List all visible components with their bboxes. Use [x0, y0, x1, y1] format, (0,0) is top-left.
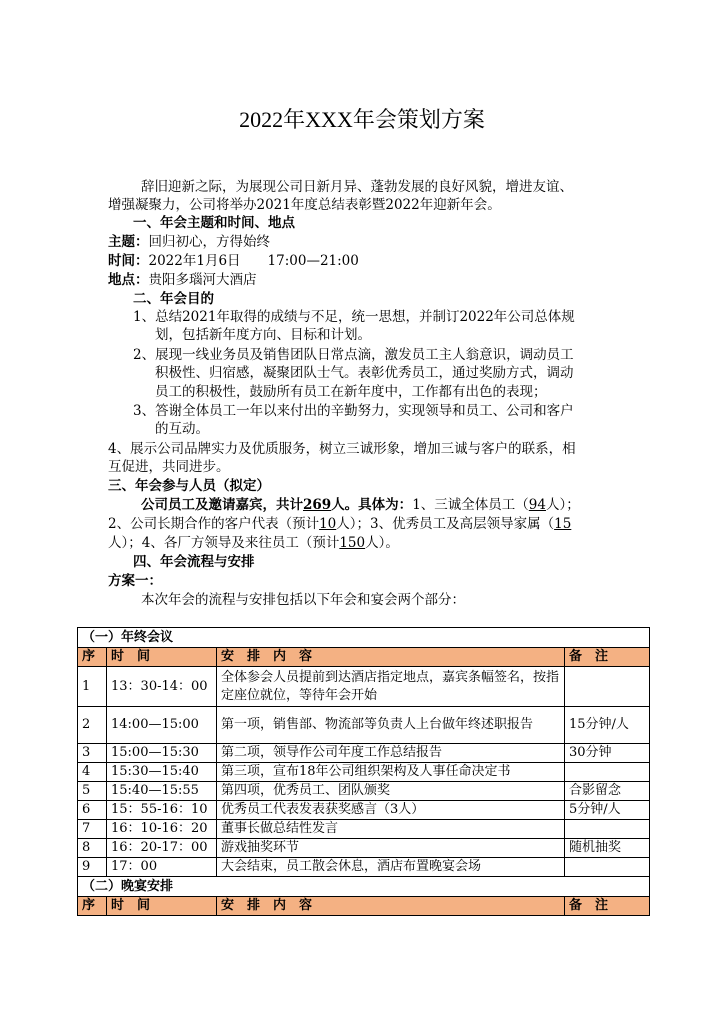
row-content: 游戏抽奖环节 — [217, 839, 565, 858]
table-row — [78, 801, 650, 820]
header-seq: 序 — [78, 648, 107, 667]
table-row — [78, 707, 650, 744]
attendees-line-2 — [108, 514, 571, 534]
row-note: 15分钟/人 — [565, 707, 650, 744]
table-row — [78, 667, 650, 707]
header-time: 时 间 — [107, 648, 217, 667]
section-a-title: （一）年终会议 — [78, 628, 650, 648]
attendees-p3b: 人）。 — [365, 535, 399, 551]
time-label: 时间： — [108, 253, 149, 269]
purpose-4-line-1: 4、展示公司品牌实力及优质服务，树立三诚形象，增加三诚与客户的联系，相 — [108, 441, 576, 457]
row-note: 30分钟 — [565, 744, 650, 763]
section4-heading: 四、年会流程与安排 — [133, 554, 255, 570]
table-section-row — [78, 877, 650, 897]
purpose-1-line-1: 1、总结2021年取得的成绩与不足，统一思想，并制订2022年公司总体规 — [133, 309, 575, 325]
header-seq: 序 — [78, 897, 107, 916]
section3-heading: 三、年会参与人员（拟定） — [108, 478, 270, 494]
table-row — [78, 820, 650, 839]
row-content: 优秀员工代表发表获奖感言（3人） — [217, 801, 565, 820]
plan-desc: 本次年会的流程与安排包括以下年会和宴会两个部分： — [141, 592, 465, 608]
row-seq: 6 — [78, 801, 107, 820]
attendees-p3: 人）；4、各厂方领导及来往员工（预计 — [108, 535, 340, 551]
row-time: 16：20-17：00 — [107, 839, 217, 858]
row-seq: 3 — [78, 744, 107, 763]
theme-value: 回归初心，方得始终 — [148, 234, 270, 250]
place-label: 地点： — [108, 272, 149, 288]
table-section-row — [78, 628, 650, 648]
attendees-n4: 150 — [339, 535, 366, 551]
attendees-p2b: 人）；3、优秀员工及高层领导家属（ — [336, 516, 555, 532]
row-note: 合影留念 — [565, 782, 650, 801]
row-content: 大会结束，员工散会休息，酒店布置晚宴会场 — [217, 858, 565, 877]
table-row — [78, 763, 650, 782]
row-seq: 5 — [78, 782, 107, 801]
table-row — [78, 782, 650, 801]
purpose-2-line-2: 积极性、归宿感，凝聚团队士气。表彰优秀员工，通过奖励方式，调动 — [155, 365, 574, 381]
header-content: 安 排 内 容 — [217, 648, 565, 667]
time-line — [108, 251, 359, 271]
purpose-1-line-2: 划，包括新年度方向、目标和计划。 — [155, 327, 371, 343]
row-time: 15:00—15:30 — [107, 744, 217, 763]
row-seq: 9 — [78, 858, 107, 877]
attendees-line-3 — [108, 533, 399, 553]
row-content: 第四项，优秀员工、团队颁奖 — [217, 782, 565, 801]
table-header-row — [78, 897, 650, 916]
attendees-p2: 2、公司长期合作的客户代表（预计 — [108, 516, 320, 532]
header-time: 时 间 — [107, 897, 217, 916]
place-line — [108, 270, 257, 290]
purpose-3-line-1: 3、答谢全体员工一年以来付出的辛勤努力，实现领导和员工、公司和客户 — [133, 403, 574, 419]
row-seq: 8 — [78, 839, 107, 858]
row-time: 13：30-14：00 — [107, 667, 217, 707]
row-content: 第二项，领导作公司年度工作总结报告 — [217, 744, 565, 763]
purpose-4-line-2: 互促进，共同进步。 — [108, 459, 230, 475]
header-content: 安 排 内 容 — [217, 897, 565, 916]
purpose-2-line-3: 员工的积极性，鼓励所有员工在新年度中，工作都有出色的表现； — [155, 384, 547, 400]
section1-heading: 一、年会主题和时间、地点 — [133, 215, 295, 231]
row-note — [565, 667, 650, 707]
table-header-row — [78, 648, 650, 667]
intro-line-1: 辞旧迎新之际，为展现公司日新月异、蓬勃发展的良好风貌，增进友谊、 — [141, 179, 573, 195]
attendees-n2: 10 — [319, 516, 337, 532]
row-content: 全体参会人员提前到达酒店指定地点，嘉宾条幅签名，按指定座位就位，等待年会开始 — [217, 667, 565, 707]
row-seq: 4 — [78, 763, 107, 782]
plan-label: 方案一： — [108, 573, 162, 589]
row-seq: 1 — [78, 667, 107, 707]
row-time: 14:00—15:00 — [107, 707, 217, 744]
theme-label: 主题： — [108, 234, 149, 250]
time-value: 2022年1月6日 17:00—21:00 — [148, 253, 359, 269]
attendees-line-1 — [141, 495, 580, 515]
attendees-lead: 公司员工及邀请嘉宾，共计 — [141, 497, 303, 513]
attendees-p1: 1、三诚全体员工（ — [412, 497, 529, 513]
row-note — [565, 820, 650, 839]
attendees-p1b: 人）； — [545, 497, 580, 513]
table-row — [78, 858, 650, 877]
attendees-n1: 94 — [528, 497, 546, 513]
row-note — [565, 763, 650, 782]
row-note: 随机抽奖 — [565, 839, 650, 858]
row-content: 第一项，销售部、物流部等负责人上台做年终述职报告 — [217, 707, 565, 744]
row-seq: 7 — [78, 820, 107, 839]
attendees-total: 269 — [303, 497, 332, 513]
row-note — [565, 858, 650, 877]
header-note: 备 注 — [565, 648, 650, 667]
table-row — [78, 839, 650, 858]
attendees-lead-2: 人。具体为： — [331, 497, 413, 513]
theme-line — [108, 232, 270, 252]
row-time: 15:40—15:55 — [107, 782, 217, 801]
attendees-n3: 15 — [554, 516, 572, 532]
section-b-title: （二）晚宴安排 — [78, 877, 650, 897]
purpose-3-line-2: 的互动。 — [155, 421, 209, 437]
purpose-2-line-1: 2、展现一线业务员及销售团队日常点滴，激发员工主人翁意识，调动员工 — [133, 347, 574, 363]
table-row — [78, 744, 650, 763]
page-title: 2022年XXX年会策划方案 — [239, 107, 485, 132]
schedule-table — [77, 627, 650, 916]
row-time: 15：55-16：10 — [107, 801, 217, 820]
row-time: 15:30—15:40 — [107, 763, 217, 782]
row-time: 17：00 — [107, 858, 217, 877]
intro-line-2: 增强凝聚力，公司将举办2021年度总结表彰暨2022年迎新年会。 — [108, 197, 501, 213]
row-note: 5分钟/人 — [565, 801, 650, 820]
row-seq: 2 — [78, 707, 107, 744]
row-content: 董事长做总结性发言 — [217, 820, 565, 839]
row-content: 第三项，宣布18年公司组织架构及人事任命决定书 — [217, 763, 565, 782]
section2-heading: 二、年会目的 — [133, 291, 214, 307]
row-time: 16：10-16：20 — [107, 820, 217, 839]
place-value: 贵阳多瑙河大酒店 — [148, 272, 257, 288]
header-note: 备 注 — [565, 897, 650, 916]
